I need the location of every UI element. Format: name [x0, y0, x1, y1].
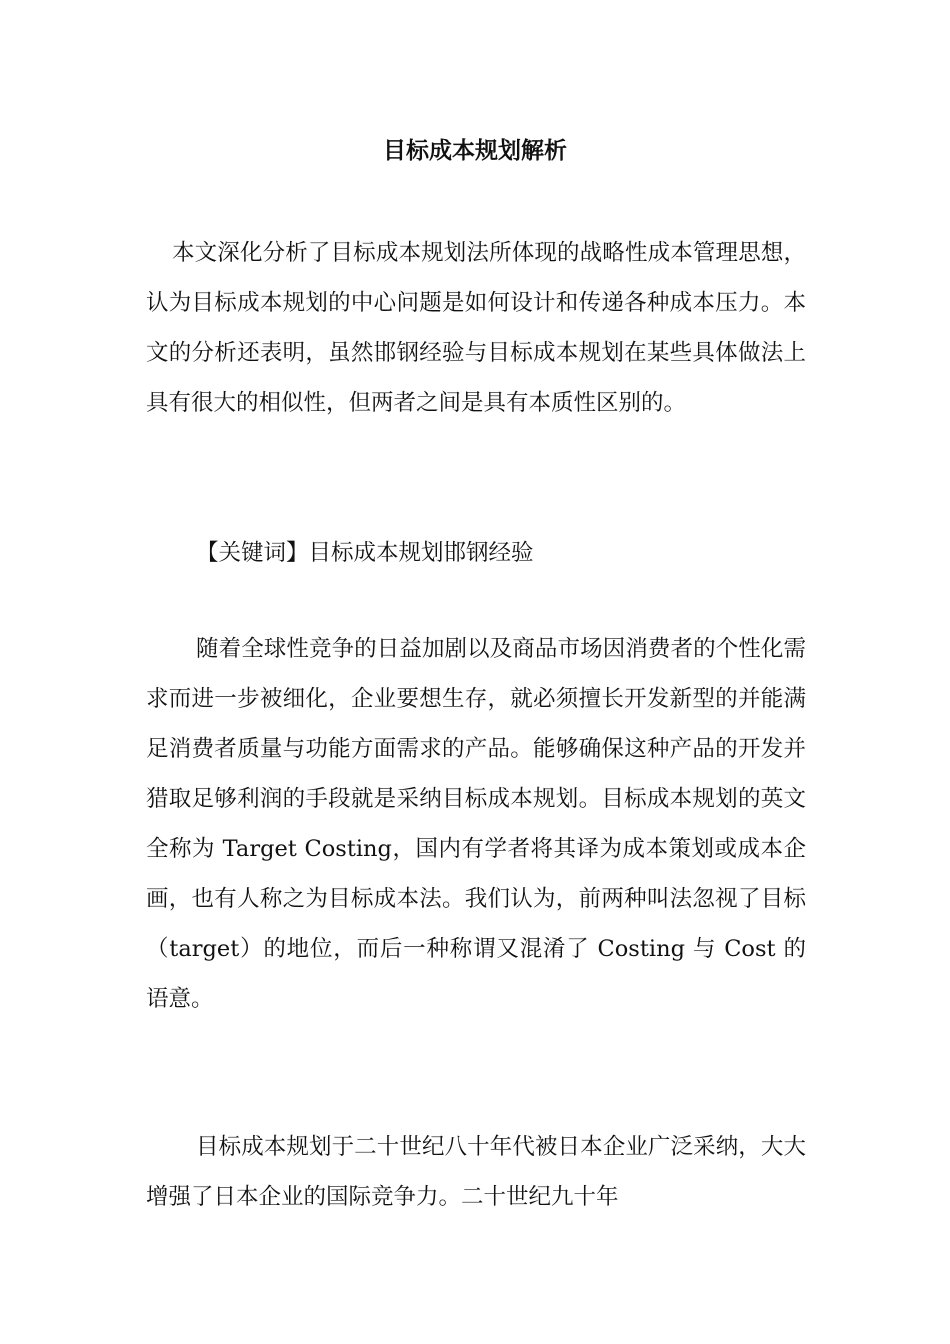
body-paragraph-1: 随着全球性竞争的日益加剧以及商品市场因消费者的个性化需求而进一步被细化，企业要想生存，就必须擅长开发新型的并能满足消费者质量与功能方面需求的产品。能够确保这种产品的开发并猎取足够利润的手段就是采纳目标成本规划。目标成本规划的英文全称为 Target Costing，国内有学者将其译为成本策划或成本企画，也有人称之为目标成本法。我们认为，前两种叫法忽视了目标（target）的地位，而后一种称谓又混淆了 Costing 与 Cost 的语意。 [146, 636, 806, 1012]
abstract-paragraph: 本文深化分析了目标成本规划法所体现的战略性成本管理思想，认为目标成本规划的中心问题是如何设计和传递各种成本压力。本文的分析还表明，虽然邯钢经验与目标成本规划在某些具体做法上具有很大的相似性，但两者之间是具有本质性区别的。 [146, 240, 806, 416]
keywords-line: 【关键词】目标成本规划邯钢经验 [196, 540, 534, 566]
document-title: 目标成本规划解析 [383, 137, 567, 164]
body-paragraph-2: 目标成本规划于二十世纪八十年代被日本企业广泛采纳，大大增强了日本企业的国际竞争力。二十世纪九十年 [146, 1134, 806, 1210]
